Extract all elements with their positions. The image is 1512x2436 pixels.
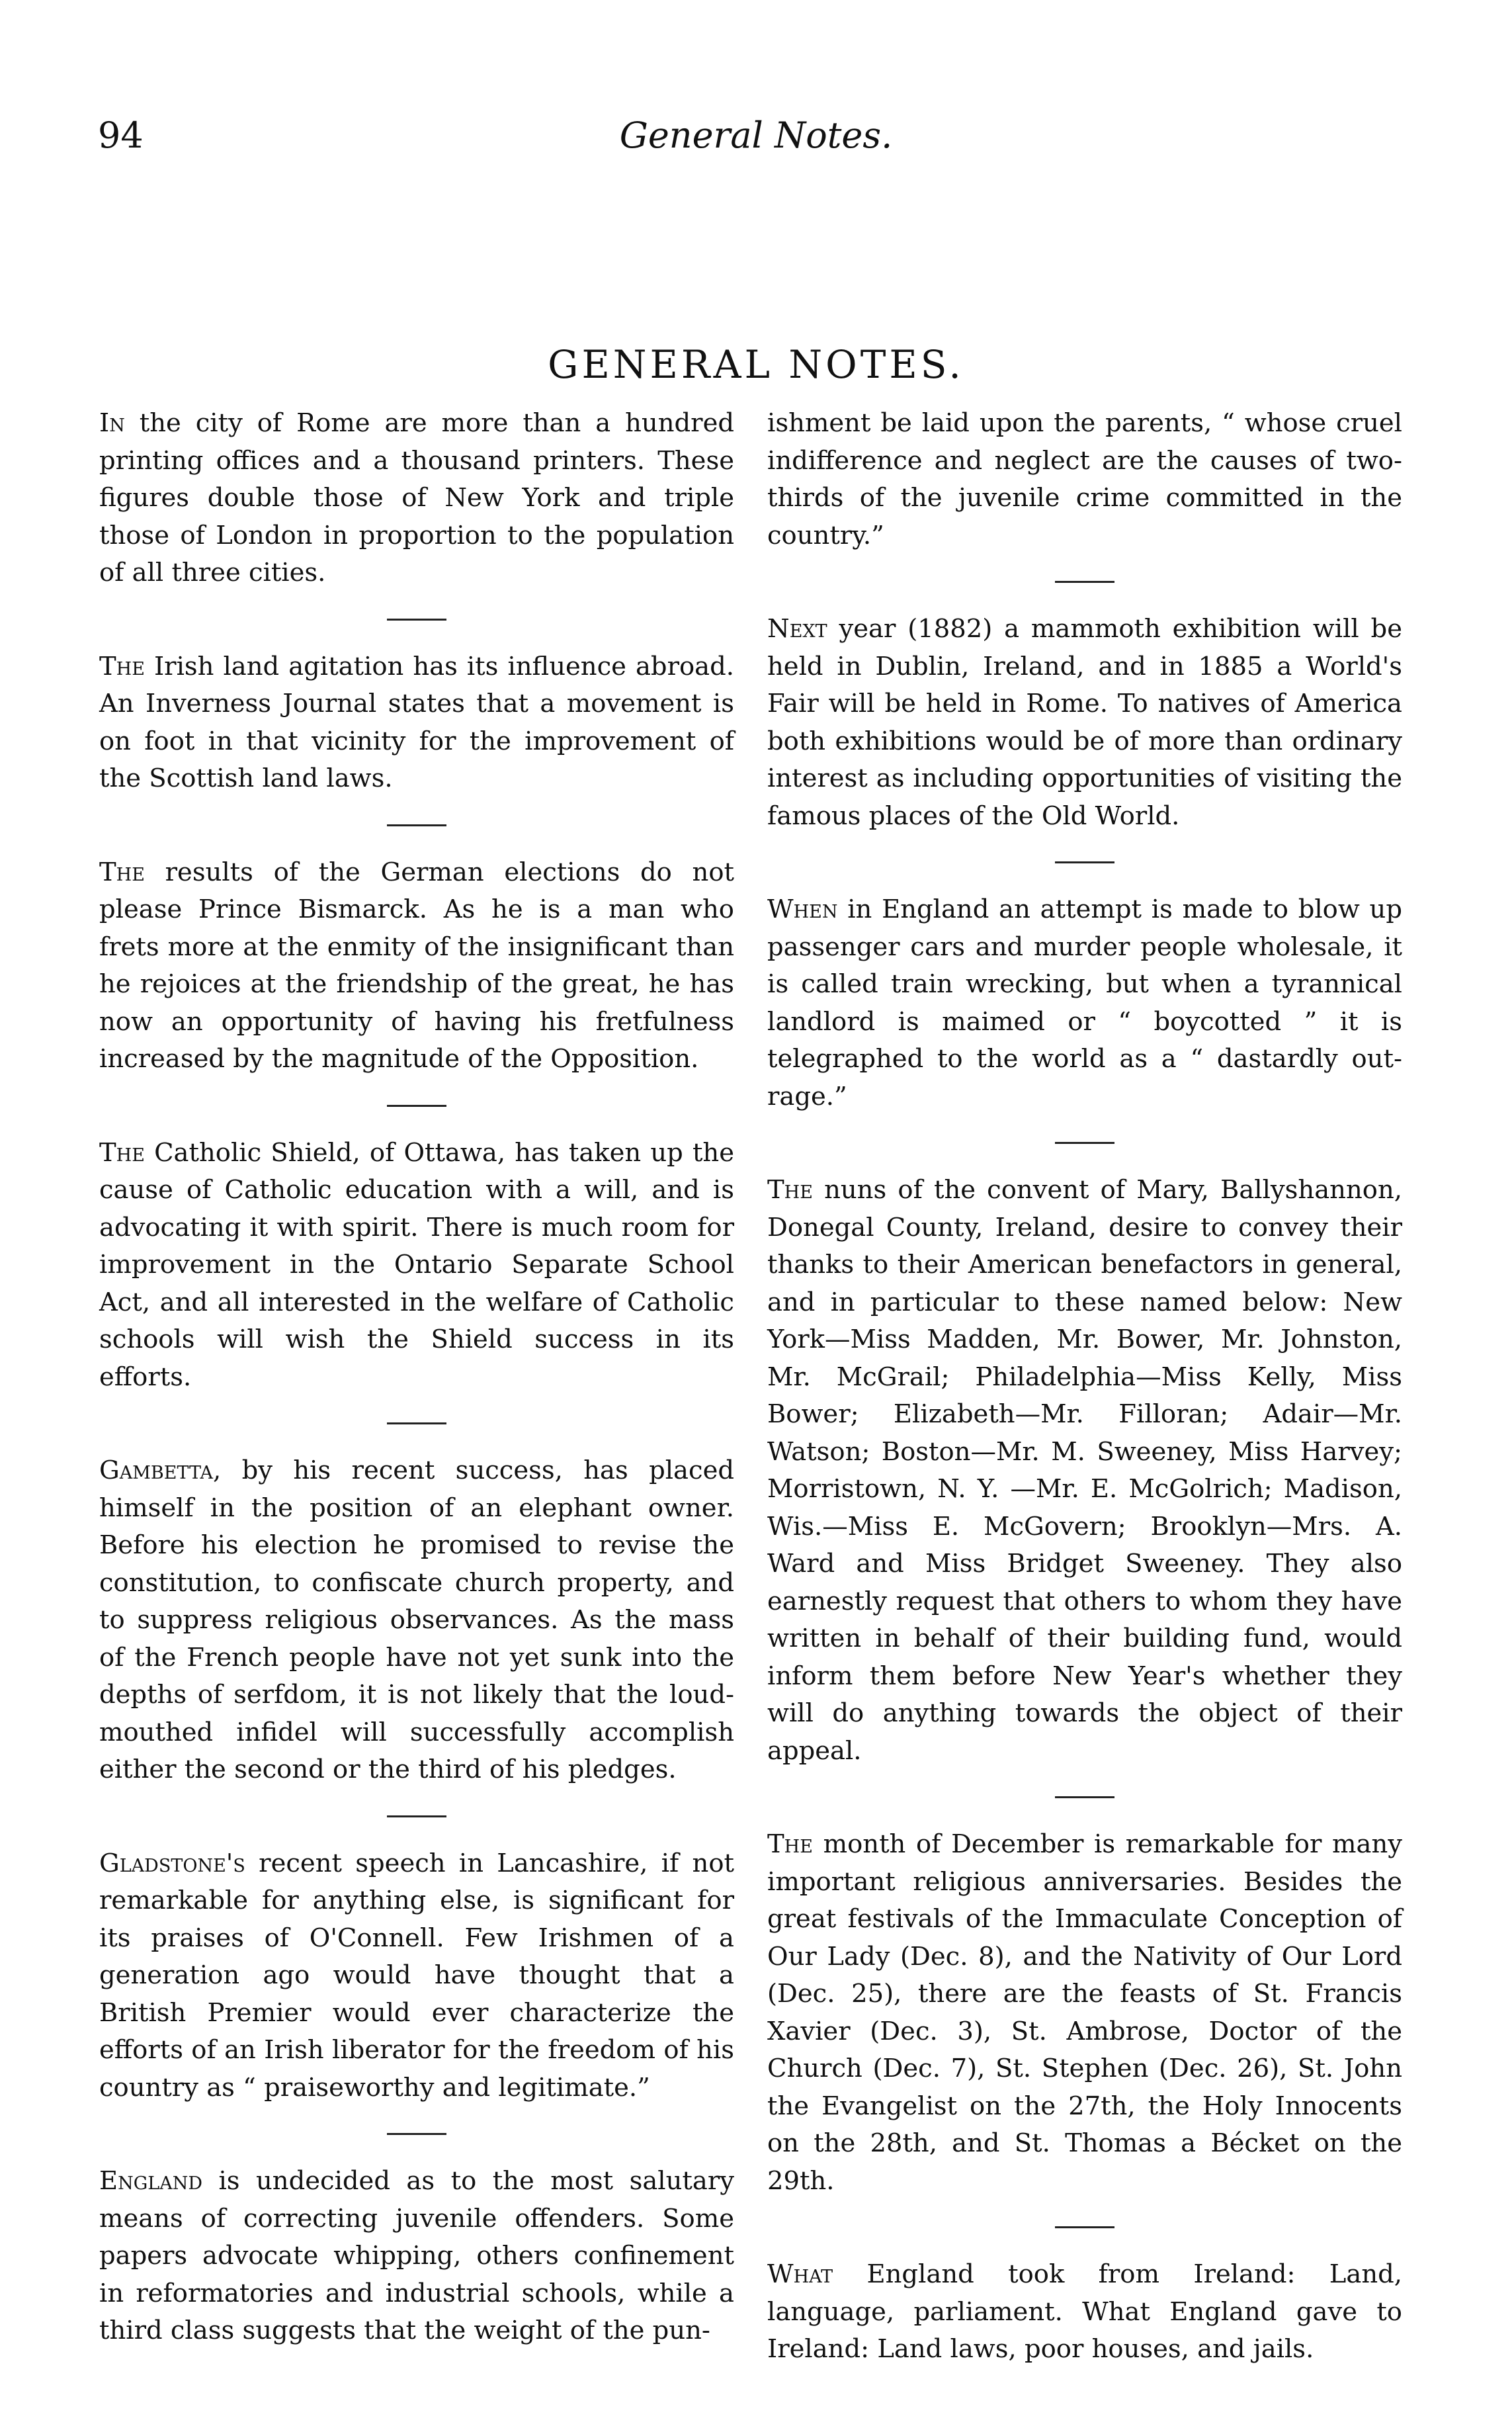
note-paragraph <box>767 405 1402 554</box>
note-text: results of the German elections do not please Prince Bismarck. As he is a man who frets more at the enmity of the insignificant than he rejoices at the friendship of the great, he has now an opportunity of having his fretfulness increased by the magnitude of the Opposition. <box>99 857 734 1074</box>
note-lead: Gambetta <box>99 1456 213 1485</box>
note-lead: When <box>767 894 838 924</box>
separator-rule <box>387 824 446 826</box>
note-text: recent speech in Lancashire, if not remarkable for anything else, is significant for its praises of O'Connell. Few Irishmen of a generation ago would have thought that a British Premier would ever characterize the efforts of an Irish liberator for the freedom of his country as “ praiseworthy and legitimate.” <box>99 1848 734 2103</box>
note-lead: The <box>99 857 145 887</box>
note-lead: Next <box>767 614 827 644</box>
note-text: ishment be laid upon the parents, “ whose cruel indifference and neglect are the causes of two-thirds of the juvenile crime committed in the country.” <box>767 408 1402 550</box>
note-lead: What <box>767 2259 833 2289</box>
note-paragraph <box>767 1826 1402 2200</box>
note-lead: The <box>99 1137 145 1168</box>
note-text: England took from Ireland: Land, language, parliament. What England gave to Ireland: Land laws, poor houses, and jails. <box>767 2259 1402 2364</box>
note-lead: The <box>767 1829 813 1859</box>
note-lead: Gladstone's <box>99 1848 245 1878</box>
separator-rule <box>387 1815 446 1817</box>
separator-rule <box>387 2133 446 2135</box>
note-paragraph <box>767 891 1402 1115</box>
running-title: General Notes. <box>619 114 893 156</box>
note-text: in England an attempt is made to blow up passenger cars and murder people wholesale, it is called train wrecking, but when a tyrannical landlord is maimed or “ boycotted ” it is telegraphed to the world as a “ dastardly outrage.” <box>767 894 1402 1111</box>
note-paragraph <box>99 405 734 592</box>
note-lead: The <box>767 1175 813 1205</box>
separator-rule <box>387 1105 446 1107</box>
note-paragraph <box>767 611 1402 835</box>
note-text: the city of Rome are more than a hundred printing offices and a thousand printers. These figures double those of New York and triple those of London in proportion to the population of all three cities. <box>99 408 734 587</box>
note-text: , by his recent success, has placed himself in the position of an elephant owner. Before his election he promised to revise the constitution, to confiscate church property, and to suppress religious observances. As the mass of the French people have not yet sunk into the depths of serfdom, it is not likely that the loud-mouthed infidel will successfully accomplish either the second or the third of his pledges. <box>99 1456 734 1784</box>
separator-rule <box>1055 1142 1114 1144</box>
note-text: month of December is remarkable for many important religious anniversaries. Besides the great festivals of the Immaculate Conception of Our Lady (Dec. 8), and the Nativity of Our Lord (Dec. 25), there are the feasts of St. Francis Xavier (Dec. 3), St. Ambrose, Doctor of the Church (Dec. 7), St. Stephen (Dec. 26), St. John the Evangelist on the 27th, the Holy Innocents on the 28th, and St. Thomas a Bécket on the 29th. <box>767 1829 1402 2196</box>
note-paragraph <box>99 1452 734 1789</box>
note-text: Irish land agitation has its influence abroad. An Inverness Journal states that a movement is on foot in that vicinity for the improvement of the Scottish land laws. <box>99 651 734 793</box>
note-text: year (1882) a mammoth exhibition will be held in Dublin, Ireland, and in 1885 a World's Fair will be held in Rome. To natives of America both exhibitions would be of more than ordinary interest as including opportunities of visiting the famous places of the Old World. <box>767 614 1402 831</box>
page-number: 94 <box>98 114 144 156</box>
note-paragraph <box>99 1135 734 1397</box>
note-lead: In <box>99 408 125 438</box>
left-column <box>99 405 734 2350</box>
separator-rule <box>387 1422 446 1424</box>
separator-rule <box>1055 581 1114 583</box>
note-paragraph <box>767 1172 1402 1770</box>
note-paragraph <box>99 854 734 1078</box>
running-head <box>0 114 1512 184</box>
note-paragraph <box>99 1845 734 2107</box>
note-text: Catholic Shield, of Ottawa, has taken up the cause of Catholic education with a will, and is advocating it with spirit. There is much room for improvement in the Ontario Separate School Act, and all interested in the welfare of Catholic schools will wish the Shield success in its efforts. <box>99 1137 734 1392</box>
separator-rule <box>1055 861 1114 863</box>
note-lead: England <box>99 2166 202 2196</box>
separator-rule <box>1055 2226 1114 2228</box>
note-text: is undecided as to the most salutary means of correcting juvenile offenders. Some papers advocate whipping, others confinement in reformatories and industrial schools, while a third class suggests that the weight of the pun- <box>99 2166 734 2345</box>
note-lead: The <box>99 651 145 681</box>
note-text: nuns of the convent of Mary, Ballyshannon, Donegal County, Ireland, desire to convey their thanks to their American benefactors in general, and in particular to these named below: New York—Miss Madden, Mr. Bower, Mr. Johnston, Mr. McGrail; Philadelphia—Miss Kelly, Miss Bower; Elizabeth—Mr. Filloran; Adair—Mr. Watson; Boston—Mr. M. Sweeney, Miss Harvey; Morristown, N. Y. —Mr. E. McGolrich; Madison, Wis.—Miss E. McGovern; Brooklyn—Mrs. A. Ward and Miss Bridget Sweeney. They also earnestly request that others to whom they have written in behalf of their building fund, would inform them before New Year's whether they will do anything towards the object of their appeal. <box>767 1175 1402 1766</box>
note-paragraph <box>99 2163 734 2350</box>
separator-rule <box>387 619 446 621</box>
separator-rule <box>1055 1796 1114 1798</box>
right-column <box>767 405 1402 2369</box>
note-paragraph <box>767 2256 1402 2369</box>
section-title: GENERAL NOTES. <box>548 342 964 387</box>
note-paragraph <box>99 648 734 798</box>
